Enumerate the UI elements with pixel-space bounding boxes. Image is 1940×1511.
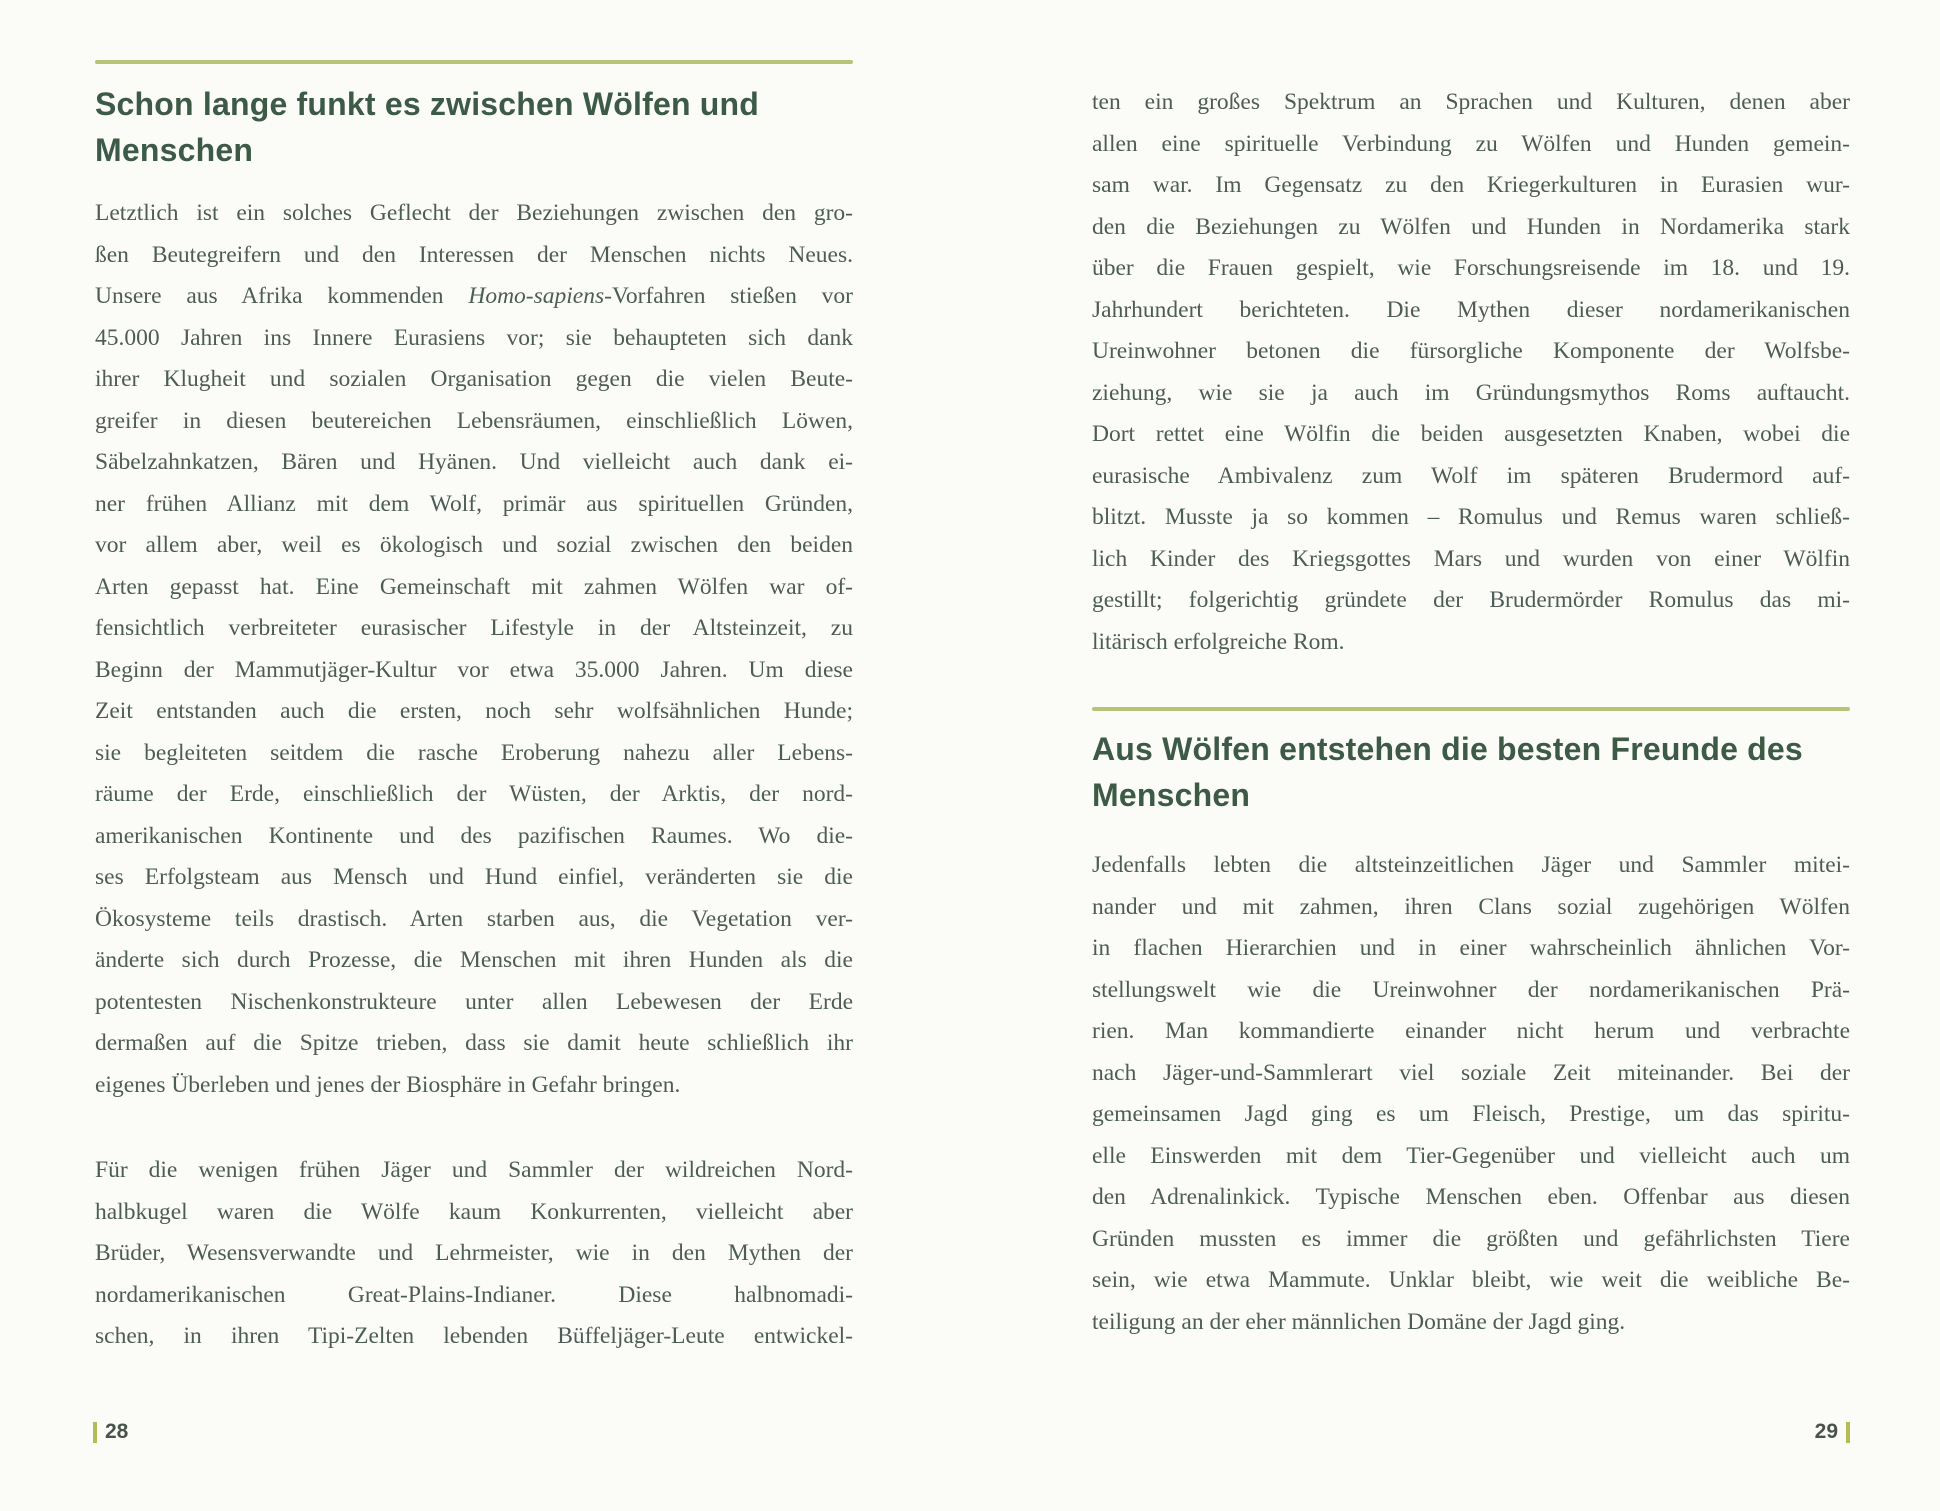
text-line: nordamerikanischen Great-Plains-Indianer. Diese halbnomadi-	[95, 1281, 853, 1308]
text-line: rien. Man kommandierte einander nicht herum und verbrachte	[1092, 1018, 1850, 1044]
text-line: Jahrhundert berichteten. Die Mythen dieser nordamerikanischen	[1092, 296, 1850, 323]
text-line: Gründen mussten es immer die größten und gefährlichsten Tiere	[1092, 1225, 1850, 1252]
folio-bar-icon	[93, 1422, 97, 1443]
right-page	[1092, 0, 1850, 1358]
text-line: über die Frauen gespielt, wie Forschungsreisende im 18. und 19.	[1092, 255, 1850, 281]
text-line: Für die wenigen frühen Jäger und Sammler der wildreichen Nord-	[95, 1157, 853, 1183]
text-line: Letztlich ist ein solches Geflecht der Beziehungen zwischen den gro-	[95, 200, 853, 226]
section-heading-left	[95, 81, 853, 173]
text-line: amerikanischen Kontinente und des pazifischen Raumes. Wo die-	[95, 822, 853, 849]
text-line: sein, wie etwa Mammute. Unklar bleibt, wie weit die weibliche Be-	[1092, 1267, 1850, 1293]
text-line: räume der Erde, einschließlich der Wüsten, der Arktis, der nord-	[95, 781, 853, 807]
text-line: dermaßen auf die Spitze trieben, dass sie damit heute schließlich ihr	[95, 1030, 853, 1056]
text-line: ses Erfolgsteam aus Mensch und Hund einfiel, veränderten sie die	[95, 864, 853, 890]
text-line: sam war. Im Gegensatz zu den Kriegerkulturen in Eurasien wur-	[1092, 172, 1850, 198]
text-line: Aus Wölfen entstehen die besten Freunde des	[1092, 731, 1803, 767]
text-line: fensichtlich verbreiteter eurasischer Lifestyle in der Altsteinzeit, zu	[95, 615, 853, 641]
text-line: Arten gepasst hat. Eine Gemeinschaft mit zahmen Wölfen war of-	[95, 573, 853, 600]
text-line: lich Kinder des Kriegsgottes Mars und wurden von einer Wölfin	[1092, 545, 1850, 572]
text-line: potentesten Nischenkonstrukteure unter allen Lebewesen der Erde	[95, 988, 853, 1015]
text-line: sie begleiteten seitdem die rasche Eroberung nahezu aller Lebens-	[95, 739, 853, 766]
page-number: 29	[1814, 1420, 1838, 1443]
text-line: vor allem aber, weil es ökologisch und sozial zwischen den beiden	[95, 532, 853, 558]
left-page	[95, 0, 853, 1358]
page-number-right	[1815, 1420, 1850, 1444]
text-line: nach Jäger-und-Sammlerart viel soziale Zeit miteinander. Bei der	[1092, 1059, 1850, 1086]
text-line: Säbelzahnkatzen, Bären und Hyänen. Und vielleicht auch dank ei-	[95, 449, 853, 475]
text-line: Jedenfalls lebten die altsteinzeitlichen Jäger und Sammler mitei-	[1092, 852, 1850, 878]
text-line: ner frühen Allianz mit dem Wolf, primär aus spirituellen Gründen,	[95, 490, 853, 517]
text-line: gemeinsamen Jagd ging es um Fleisch, Prestige, um das spiritu-	[1092, 1101, 1850, 1127]
text-line: nander und mit zahmen, ihren Clans sozial zugehörigen Wölfen	[1092, 893, 1850, 920]
text-line: Unsere aus Afrika kommenden Homo-sapiens-Vorfahren stießen vor	[95, 283, 853, 309]
right-paragraph-1	[1092, 82, 1850, 663]
right-paragraph-2	[1092, 845, 1850, 1343]
text-line: ziehung, wie sie ja auch im Gründungsmythos Roms auftaucht.	[1092, 379, 1850, 406]
text-line: 45.000 Jahren ins Innere Eurasiens vor; sie behaupteten sich dank	[95, 324, 853, 351]
text-line: änderte sich durch Prozesse, die Menschen mit ihren Hunden als die	[95, 947, 853, 973]
left-paragraph-1	[95, 193, 853, 1106]
text-line: eurasische Ambivalenz zum Wolf im späteren Brudermord auf-	[1092, 462, 1850, 489]
text-line: Menschen	[1092, 777, 1251, 813]
text-line: halbkugel waren die Wölfe kaum Konkurrenten, vielleicht aber	[95, 1198, 853, 1225]
text-line: den die Beziehungen zu Wölfen und Hunden in Nordamerika stark	[1092, 213, 1850, 240]
text-line: ßen Beutegreifern und den Interessen der Menschen nichts Neues.	[95, 241, 853, 268]
page-number: 28	[105, 1420, 129, 1443]
text-line: litärisch erfolgreiche Rom.	[1092, 628, 1345, 655]
text-line: schen, in ihren Tipi-Zelten lebenden Büffeljäger-Leute entwickel-	[95, 1323, 853, 1349]
text-line: blitzt. Musste ja so kommen – Romulus und Remus waren schließ-	[1092, 504, 1850, 530]
text-line: eigenes Überleben und jenes der Biosphäre in Gefahr bringen.	[95, 1071, 681, 1098]
text-line: Zeit entstanden auch die ersten, noch sehr wolfsähnlichen Hunde;	[95, 698, 853, 724]
page-number-left	[93, 1420, 128, 1444]
text-line: Dort rettet eine Wölfin die beiden ausgesetzten Knaben, wobei die	[1092, 421, 1850, 447]
text-line: stellungswelt wie die Ureinwohner der nordamerikanischen Prä-	[1092, 976, 1850, 1003]
section-divider-rule	[95, 60, 853, 64]
text-line: elle Einswerden mit dem Tier-Gegenüber und vielleicht auch um	[1092, 1142, 1850, 1169]
text-line: Ureinwohner betonen die fürsorgliche Komponente der Wolfsbe-	[1092, 338, 1850, 364]
section-heading-right	[1092, 726, 1850, 818]
text-line: in flachen Hierarchien und in einer wahrscheinlich ähnlichen Vor-	[1092, 935, 1850, 961]
text-line: Brüder, Wesensverwandte und Lehrmeister, wie in den Mythen der	[95, 1240, 853, 1266]
left-paragraph-2	[95, 1150, 853, 1358]
text-line: ihrer Klugheit und sozialen Organisation gegen die vielen Beute-	[95, 366, 853, 392]
text-line: den Adrenalinkick. Typische Menschen eben. Offenbar aus diesen	[1092, 1184, 1850, 1210]
text-line: greifer in diesen beutereichen Lebensräumen, einschließlich Löwen,	[95, 407, 853, 434]
text-line: Beginn der Mammutjäger-Kultur vor etwa 35.000 Jahren. Um diese	[95, 656, 853, 683]
text-line: ten ein großes Spektrum an Sprachen und Kulturen, denen aber	[1092, 89, 1850, 115]
text-line: Ökosysteme teils drastisch. Arten starben aus, die Vegetation ver-	[95, 905, 853, 932]
text-line: teiligung an der eher männlichen Domäne der Jagd ging.	[1092, 1308, 1626, 1335]
text-line: Menschen	[95, 132, 254, 168]
text-line: gestillt; folgerichtig gründete der Brudermörder Romulus das mi-	[1092, 587, 1850, 613]
folio-bar-icon	[1846, 1422, 1850, 1443]
text-line: Schon lange funkt es zwischen Wölfen und	[95, 86, 760, 122]
text-line: allen eine spirituelle Verbindung zu Wölfen und Hunden gemein-	[1092, 130, 1850, 157]
section-divider-rule	[1092, 707, 1850, 711]
